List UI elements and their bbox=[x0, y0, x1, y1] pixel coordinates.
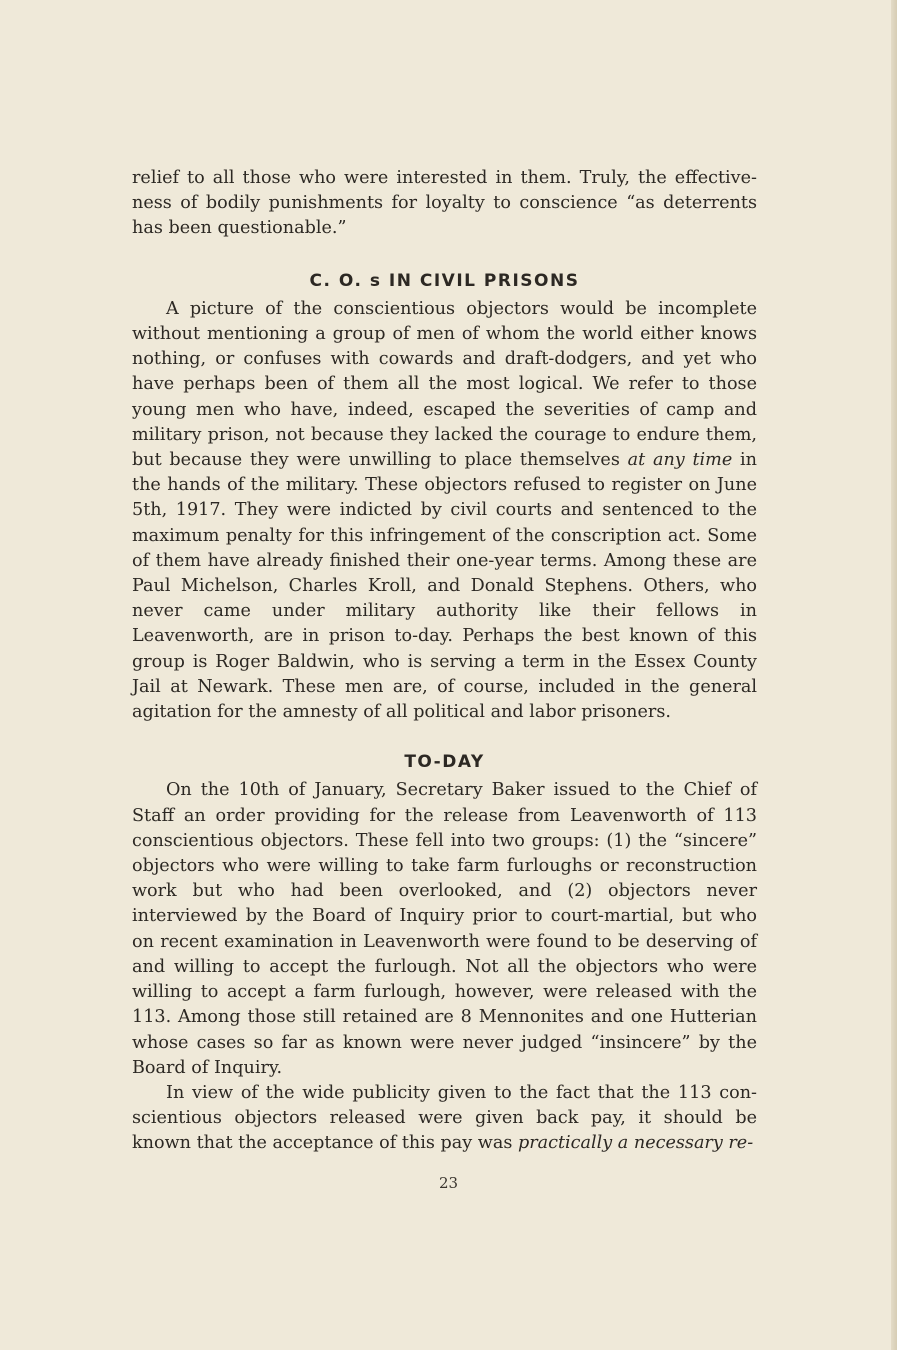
text-run: In view of the wide publicity given to the fact that the 113 conscientious objectors released were given back pay, it should be known that the acceptance of this pay was bbox=[132, 1082, 757, 1154]
text-run: A picture of the conscientious objectors would be incomplete without mentioning a group of men of whom the world either knows nothing, or confuses with cowards and draft-dodgers, and yet who have perhaps been of them all the most logical. We refer to those young men who have, indeed, escaped the severities of camp and military prison, not because they lacked the courage to endure them, but because they were unwilling to place themselves bbox=[132, 298, 757, 471]
italic-text: practically a necessary re- bbox=[517, 1133, 754, 1154]
body-text bbox=[132, 166, 757, 1157]
text-run: in the hands of the military. These objectors refused to register on June 5th, 1917. They were indicted by civil courts and sentenced to the maximum penalty for this infringement of the conscription act. Some of them have already finished their one-year terms. Among these are Paul Michelson, Charles Kroll, and Donald Stephens. Others, who never came under military authority like their fellows in Leavenworth, are in prison to-day. Perhaps the best known of this group is Roger Baldwin, who is serving a term in the Essex County Jail at Newark. These men are, of course, included in the general agitation for the amnesty of all political and labor prisoners. bbox=[132, 450, 757, 723]
section-heading-civil-prisons: C. O. s IN CIVIL PRISONS bbox=[309, 270, 580, 291]
page-edge bbox=[891, 0, 897, 1350]
paragraph-intro: relief to all those who were interested in them. Truly, the effectiveness of bodily punishments for loyalty to conscience “as deterrents has been questionable.” bbox=[132, 168, 757, 239]
paragraph-today: On the 10th of January, Secretary Baker issued to the Chief of Staff an order providing for the release from Leavenworth of 113 conscientious objectors. These fell into two groups: (1) the “sincere” objectors who were willing to take farm furloughs or reconstruction work but who had been overlooked, and (2) objectors never interviewed by the Board of Inquiry prior to court-martial, but who on recent examination in Leavenworth were found to be deserving of and willing to accept the furlough. Not all the objectors who were willing to accept a farm furlough, however, were released with the 113. Among those still retained are 8 Mennonites and one Hutterian whose cases so far as known were never judged “insincere” by the Board of Inquiry. bbox=[132, 780, 757, 1078]
paragraph-back-pay bbox=[132, 1081, 757, 1157]
section-heading-today: TO-DAY bbox=[404, 752, 485, 773]
italic-text: at any time bbox=[627, 450, 733, 471]
page-number: 23 bbox=[438, 1174, 459, 1192]
paragraph-civil-prisons bbox=[132, 297, 757, 725]
